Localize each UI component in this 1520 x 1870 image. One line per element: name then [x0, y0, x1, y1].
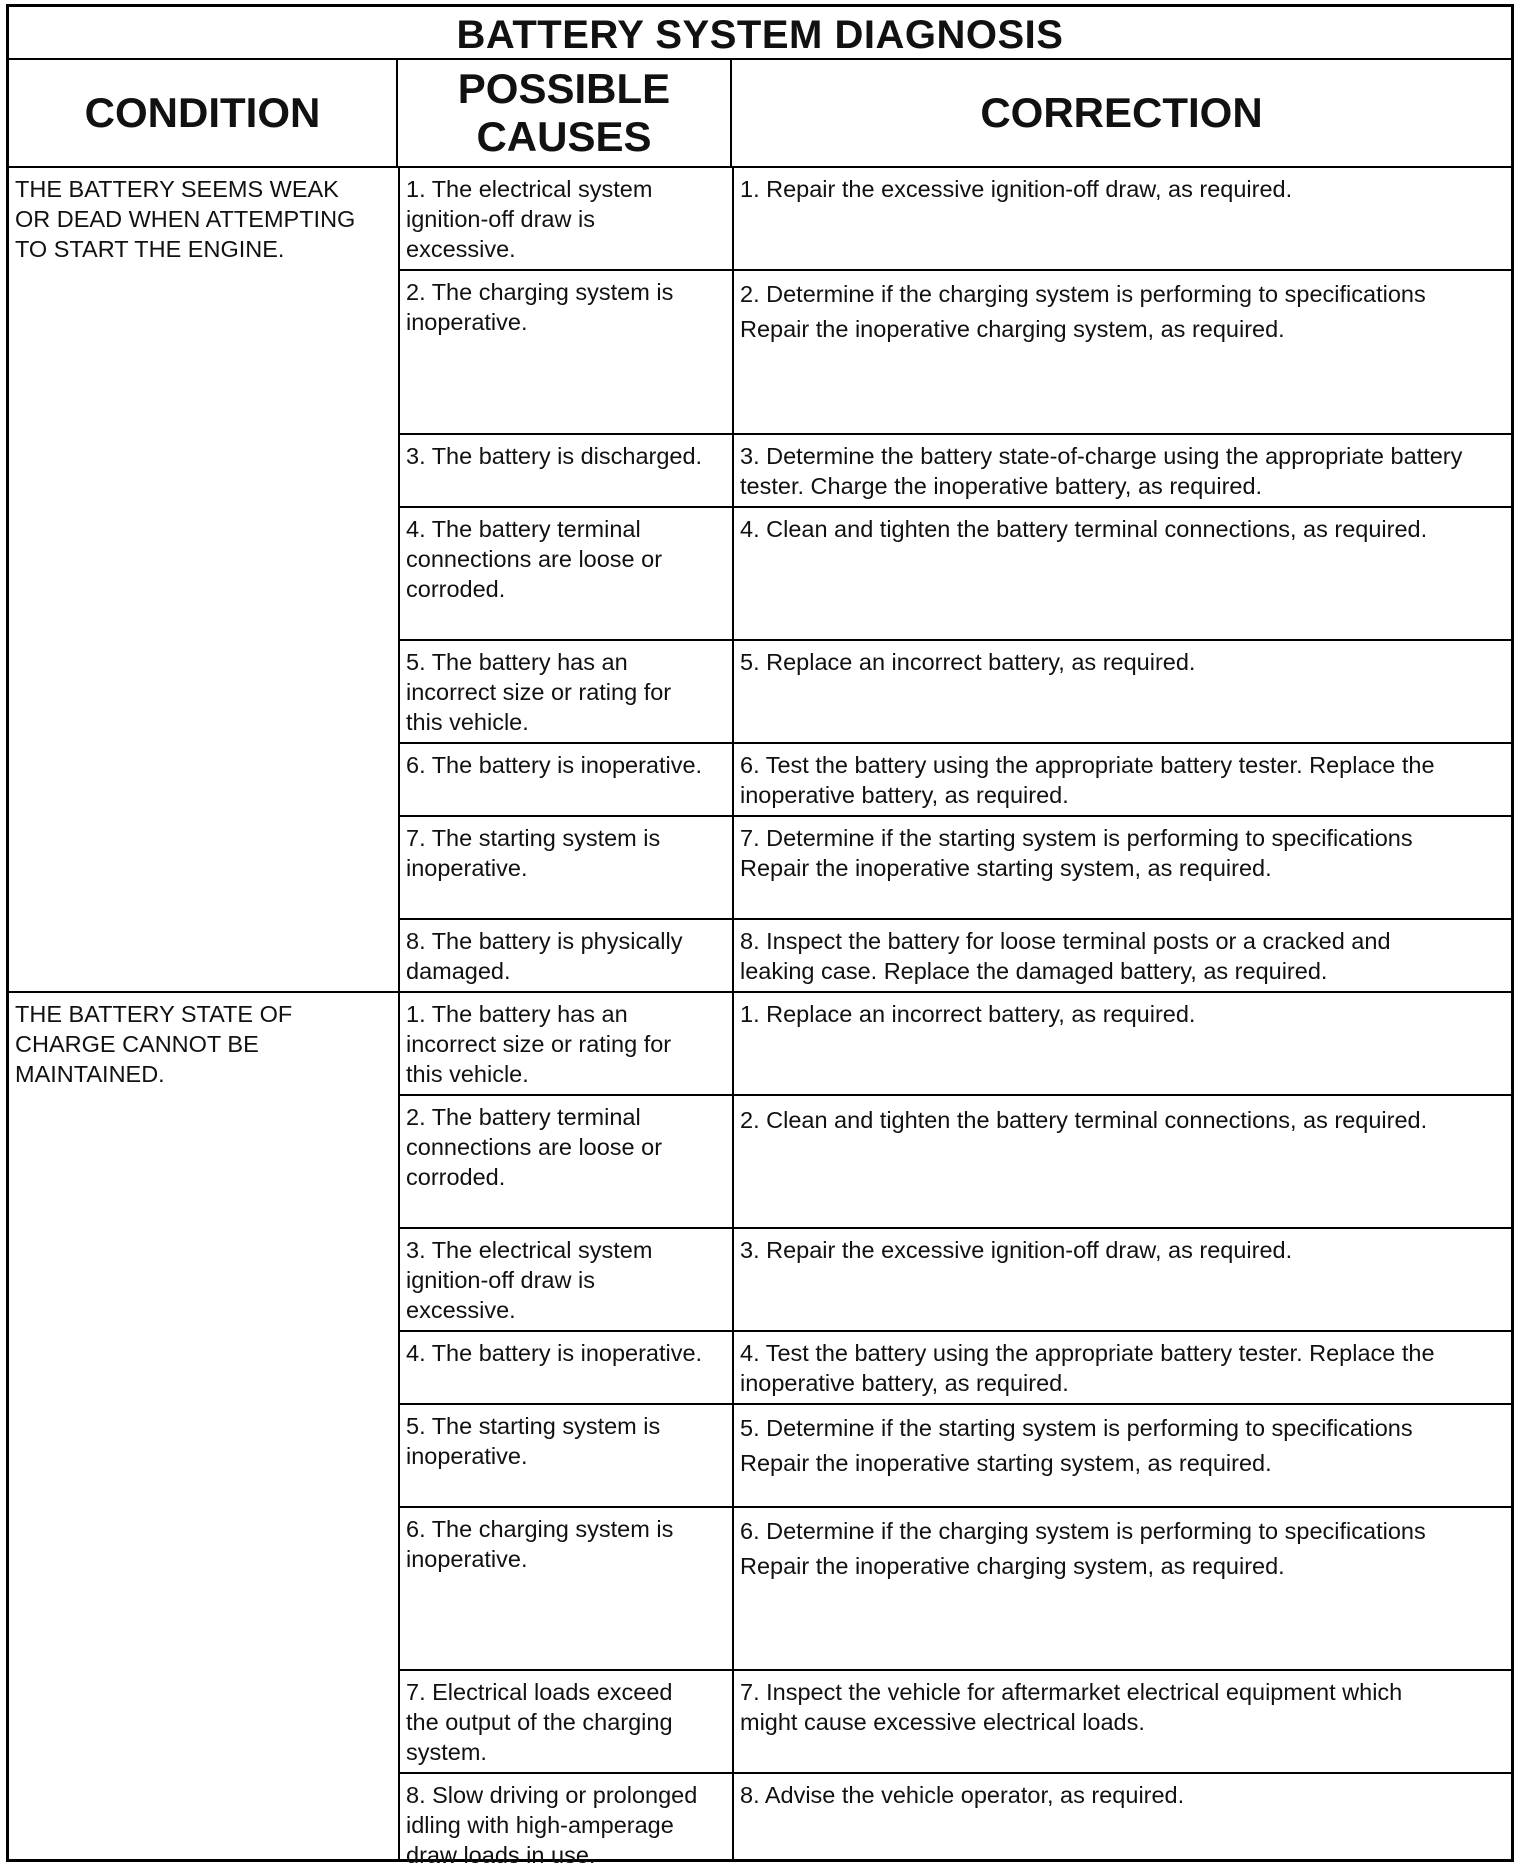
cause-cell: 3. The electrical system ignition-off draw is excessive.	[406, 1237, 653, 1323]
row-divider	[398, 1772, 1511, 1774]
correction-cell: 2. Determine if the charging system is performing to specifications Repair the inoperative charging system, as required.	[740, 281, 1426, 342]
cause-cell: 6. The battery is inoperative.	[406, 752, 703, 778]
correction-cell: 2. Clean and tighten the battery terminal connections, as required.	[740, 1107, 1428, 1133]
correction-cell: 6. Determine if the charging system is performing to specifications Repair the inoperative charging system, as required.	[740, 1518, 1426, 1579]
cause-cell: 2. The charging system is inoperative.	[406, 279, 674, 335]
table-title: BATTERY SYSTEM DIAGNOSIS	[9, 7, 1511, 60]
header-condition	[9, 60, 398, 168]
header-possible-causes	[398, 60, 732, 168]
correction-cell: 5. Determine if the starting system is performing to specifications Repair the inoperative starting system, as required.	[740, 1415, 1413, 1476]
cause-cell: 4. The battery terminal connections are loose or corroded.	[406, 516, 663, 602]
row-divider	[398, 639, 1511, 641]
cause-cell: 5. The battery has an incorrect size or rating for this vehicle.	[406, 649, 672, 735]
condition-cell: THE BATTERY STATE OF CHARGE CANNOT BE MAINTAINED.	[15, 1001, 293, 1087]
correction-cell: 3. Determine the battery state-of-charge using the appropriate battery tester. Charge the inoperative battery, as required.	[740, 443, 1463, 499]
cause-cell: 7. The starting system is inoperative.	[406, 825, 661, 881]
group-divider	[9, 991, 1511, 993]
diagnosis-table	[6, 4, 1514, 1868]
row-divider	[398, 1669, 1511, 1671]
row-divider	[398, 1330, 1511, 1332]
cause-cell: 1. The battery has an incorrect size or rating for this vehicle.	[406, 1001, 672, 1087]
correction-cell: 8. Advise the vehicle operator, as required.	[740, 1782, 1185, 1808]
row-divider	[398, 918, 1511, 920]
correction-cell: 8. Inspect the battery for loose terminal posts or a cracked and leaking case. Replace the damaged battery, as required.	[740, 928, 1391, 984]
cause-cell: 8. Slow driving or prolonged idling with high-amperage draw loads in use.	[406, 1782, 698, 1868]
correction-cell: 5. Replace an incorrect battery, as required.	[740, 649, 1196, 675]
cause-cell: 4. The battery is inoperative.	[406, 1340, 703, 1366]
cause-cell: 5. The starting system is inoperative.	[406, 1413, 661, 1469]
condition-cell: THE BATTERY SEEMS WEAK OR DEAD WHEN ATTEMPTING TO START THE ENGINE.	[15, 176, 356, 262]
correction-cell: 1. Repair the excessive ignition-off draw, as required.	[740, 176, 1293, 202]
correction-cell: 1. Replace an incorrect battery, as required.	[740, 1001, 1196, 1027]
row-divider	[398, 1403, 1511, 1405]
cause-cell: 1. The electrical system ignition-off draw is excessive.	[406, 176, 653, 262]
cause-cell: 2. The battery terminal connections are loose or corroded.	[406, 1104, 663, 1190]
correction-cell: 7. Determine if the starting system is performing to specifications Repair the inoperative starting system, as required.	[740, 825, 1413, 881]
row-divider	[398, 1227, 1511, 1229]
correction-cell: 3. Repair the excessive ignition-off draw, as required.	[740, 1237, 1293, 1263]
header-correction	[732, 60, 1511, 168]
correction-cell: 6. Test the battery using the appropriate battery tester. Replace the inoperative battery, as required.	[740, 752, 1435, 808]
correction-cell: 7. Inspect the vehicle for aftermarket electrical equipment which might cause excessive electrical loads.	[740, 1679, 1403, 1735]
cause-cell: 3. The battery is discharged.	[406, 443, 703, 469]
row-divider	[398, 1094, 1511, 1096]
row-divider	[398, 506, 1511, 508]
row-divider	[398, 742, 1511, 744]
cause-cell: 6. The charging system is inoperative.	[406, 1516, 674, 1572]
header-correction-label: CORRECTION	[980, 89, 1263, 136]
cause-cell: 7. Electrical loads exceed the output of the charging system.	[406, 1679, 673, 1765]
correction-cell: 4. Test the battery using the appropriate battery tester. Replace the inoperative battery, as required.	[740, 1340, 1435, 1396]
row-divider	[398, 1506, 1511, 1508]
header-condition-label: CONDITION	[84, 89, 321, 136]
header-causes-label: POSSIBLE CAUSES	[457, 65, 671, 160]
row-divider	[398, 269, 1511, 271]
cause-cell: 8. The battery is physically damaged.	[406, 928, 683, 984]
row-divider	[398, 433, 1511, 435]
row-divider	[398, 815, 1511, 817]
correction-cell: 4. Clean and tighten the battery terminal connections, as required.	[740, 516, 1428, 542]
